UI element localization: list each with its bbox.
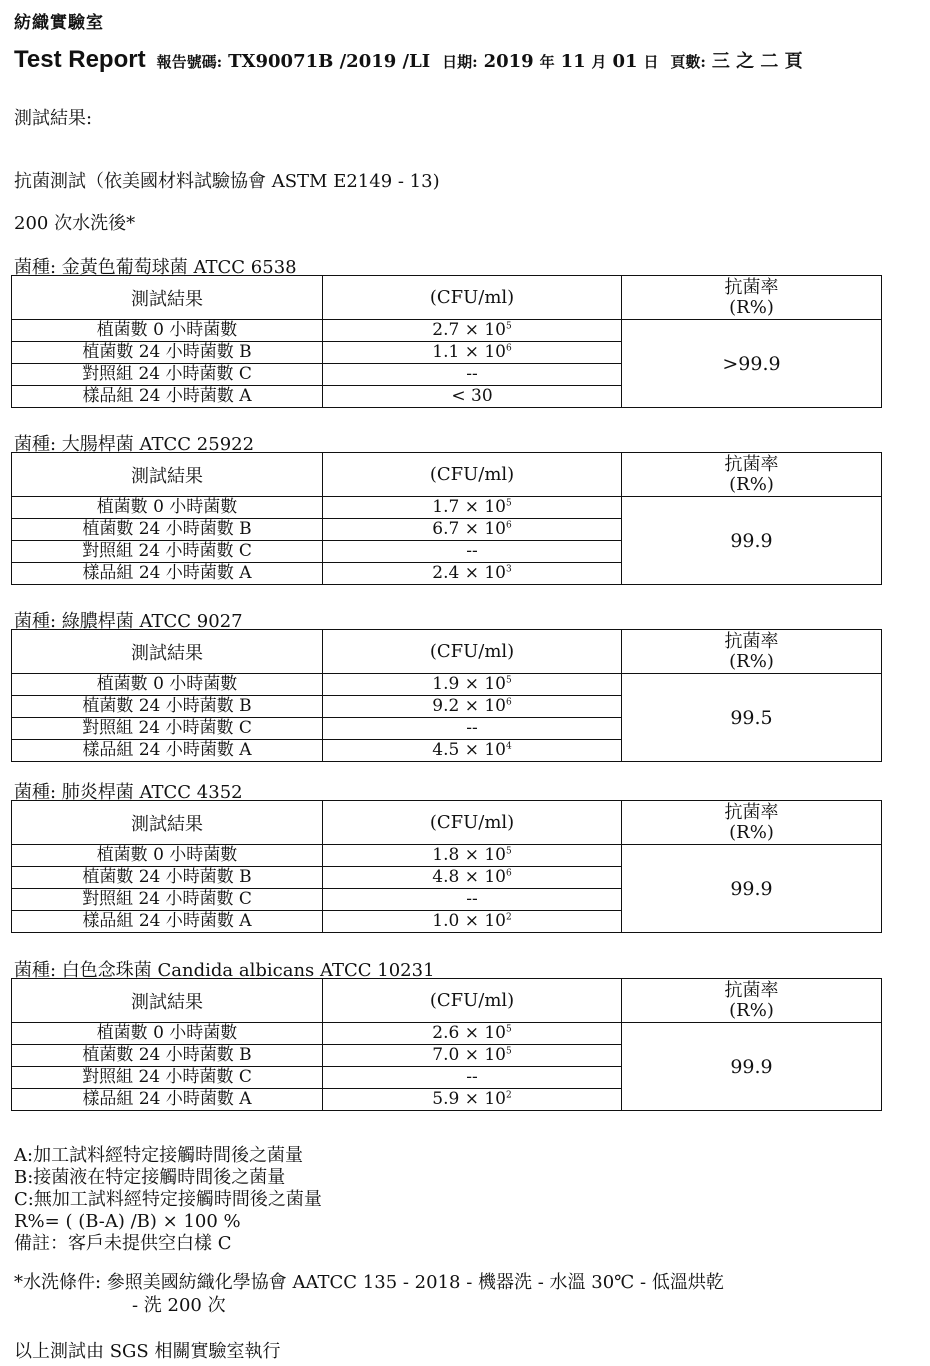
row-label: 植菌數 0 小時菌數 bbox=[12, 320, 323, 342]
results-table bbox=[11, 275, 882, 408]
rate-header-line1: 抗菌率 bbox=[724, 453, 779, 475]
row-value: -- bbox=[323, 1067, 622, 1089]
lab-name: 紡織實驗室 bbox=[14, 13, 104, 33]
value-exponent: 5 bbox=[506, 846, 512, 857]
row-value: $1.0 \times 10^2$ bbox=[323, 911, 622, 933]
species-title: 菌種: 大腸桿菌 ATCC 25922 bbox=[14, 434, 255, 455]
value-mantissa: 1.9 bbox=[432, 674, 460, 694]
row-value: $7.0 \times 10^5$ bbox=[323, 1045, 622, 1067]
footer-note: 以上測試由 SGS 相關實驗室執行 bbox=[14, 1341, 281, 1362]
times-sign: × bbox=[464, 342, 479, 362]
value-exponent: 5 bbox=[506, 498, 512, 509]
results-heading: 測試結果: bbox=[14, 108, 93, 129]
report-no-label: 報告號碼: bbox=[156, 53, 223, 71]
table-row bbox=[12, 845, 882, 867]
value-exponent: 5 bbox=[506, 675, 512, 686]
value-mantissa: 7.0 bbox=[432, 1045, 460, 1065]
report-header bbox=[14, 46, 924, 74]
date-year: 2019 bbox=[483, 51, 534, 72]
note-line: B:接菌液在特定接觸時間後之菌量 bbox=[14, 1167, 286, 1188]
times-sign: × bbox=[464, 696, 479, 716]
table-row bbox=[12, 320, 882, 342]
row-value: -- bbox=[323, 364, 622, 386]
col-header-test-result: 測試結果 bbox=[12, 453, 323, 497]
row-label: 樣品組 24 小時菌數 A bbox=[12, 911, 323, 933]
value-exponent: 2 bbox=[506, 912, 512, 923]
row-value: < 30 bbox=[323, 386, 622, 408]
report-title: Test Report bbox=[14, 46, 146, 73]
row-value: $2.6 \times 10^5$ bbox=[323, 1023, 622, 1045]
rate-header-line2: (R%) bbox=[729, 650, 774, 672]
row-value: $5.9 \times 10^2$ bbox=[323, 1089, 622, 1111]
rate-header-line2: (R%) bbox=[729, 821, 774, 843]
wash-condition-line: *水洗條件: 參照美國紡織化學協會 AATCC 135 - 2018 - 機器洗 - 水溫 30℃ - 低溫烘乾 bbox=[14, 1272, 724, 1293]
day-char: 日 bbox=[643, 53, 659, 71]
row-value: $2.7 \times 10^5$ bbox=[323, 320, 622, 342]
rate-header-line1: 抗菌率 bbox=[724, 276, 779, 298]
row-value: -- bbox=[323, 718, 622, 740]
species-title: 菌種: 綠膿桿菌 ATCC 9027 bbox=[14, 611, 243, 632]
rate-header-line2: (R%) bbox=[729, 296, 774, 318]
note-line: 備註：客戶未提供空白樣 C bbox=[14, 1233, 232, 1254]
value-mantissa: 6.7 bbox=[432, 519, 460, 539]
results-table bbox=[11, 452, 882, 585]
table-row bbox=[12, 497, 882, 519]
table-header-row bbox=[12, 979, 882, 1023]
col-header-test-result: 測試結果 bbox=[12, 801, 323, 845]
report-no: TX90071B /2019 /LI bbox=[228, 51, 431, 72]
value-mantissa: 1.0 bbox=[432, 911, 460, 931]
wash-conditions bbox=[14, 1271, 724, 1317]
times-sign: × bbox=[464, 1045, 479, 1065]
species-title: 菌種: 肺炎桿菌 ATCC 4352 bbox=[14, 782, 243, 803]
row-value: $4.8 \times 10^6$ bbox=[323, 867, 622, 889]
times-sign: × bbox=[464, 497, 479, 517]
times-sign: × bbox=[464, 740, 479, 760]
rate-header-line2: (R%) bbox=[729, 473, 774, 495]
value-mantissa: 1.8 bbox=[432, 845, 460, 865]
value-exponent: 5 bbox=[506, 1024, 512, 1035]
row-label: 樣品組 24 小時菌數 A bbox=[12, 563, 323, 585]
col-header-rate bbox=[622, 979, 882, 1023]
col-header-test-result: 測試結果 bbox=[12, 630, 323, 674]
note-line: A:加工試料經特定接觸時間後之菌量 bbox=[14, 1145, 304, 1166]
antibacterial-rate: >99.9 bbox=[622, 320, 882, 408]
value-exponent: 5 bbox=[506, 1046, 512, 1057]
col-header-unit: (CFU/ml) bbox=[323, 979, 622, 1023]
value-exponent: 2 bbox=[506, 1090, 512, 1101]
results-table bbox=[11, 629, 882, 762]
date-label: 日期: bbox=[442, 53, 478, 71]
row-label: 對照組 24 小時菌數 C bbox=[12, 364, 323, 386]
times-sign: × bbox=[464, 674, 479, 694]
date-day: 01 bbox=[612, 51, 638, 72]
row-value: $1.7 \times 10^5$ bbox=[323, 497, 622, 519]
value-mantissa: 9.2 bbox=[432, 696, 460, 716]
value-mantissa: 1.1 bbox=[432, 342, 460, 362]
wash-condition-line: - 洗 200 次 bbox=[132, 1295, 226, 1316]
rate-header-line1: 抗菌率 bbox=[724, 801, 779, 823]
value-mantissa: 2.4 bbox=[432, 563, 460, 583]
value-exponent: 4 bbox=[506, 741, 512, 752]
rate-header-line1: 抗菌率 bbox=[724, 979, 779, 1001]
page-label: 頁數: bbox=[670, 53, 706, 71]
col-header-unit: (CFU/ml) bbox=[323, 630, 622, 674]
test-method: 抗菌測試（依美國材料試驗協會 ASTM E2149 - 13) bbox=[14, 171, 440, 192]
value-mantissa: 2.7 bbox=[432, 320, 460, 340]
antibacterial-rate: 99.9 bbox=[622, 1023, 882, 1111]
value-mantissa: 4.8 bbox=[432, 867, 460, 887]
antibacterial-rate: 99.5 bbox=[622, 674, 882, 762]
value-mantissa: 1.7 bbox=[432, 497, 460, 517]
row-label: 植菌數 24 小時菌數 B bbox=[12, 1045, 323, 1067]
col-header-rate bbox=[622, 801, 882, 845]
times-sign: × bbox=[464, 1089, 479, 1109]
rate-header-line1: 抗菌率 bbox=[724, 630, 779, 652]
note-line: C:無加工試料經特定接觸時間後之菌量 bbox=[14, 1189, 322, 1210]
results-table bbox=[11, 800, 882, 933]
row-label: 對照組 24 小時菌數 C bbox=[12, 718, 323, 740]
date-month: 11 bbox=[560, 51, 586, 72]
row-value: $6.7 \times 10^6$ bbox=[323, 519, 622, 541]
row-label: 樣品組 24 小時菌數 A bbox=[12, 386, 323, 408]
table-header-row bbox=[12, 801, 882, 845]
table-header-row bbox=[12, 630, 882, 674]
results-table bbox=[11, 978, 882, 1111]
species-title: 菌種: 金黃色葡萄球菌 ATCC 6538 bbox=[14, 257, 297, 278]
col-header-rate bbox=[622, 453, 882, 497]
value-mantissa: 5.9 bbox=[432, 1089, 460, 1109]
row-value: $1.1 \times 10^6$ bbox=[323, 342, 622, 364]
row-label: 植菌數 0 小時菌數 bbox=[12, 674, 323, 696]
table-header-row bbox=[12, 276, 882, 320]
row-label: 對照組 24 小時菌數 C bbox=[12, 1067, 323, 1089]
antibacterial-rate: 99.9 bbox=[622, 845, 882, 933]
col-header-unit: (CFU/ml) bbox=[323, 276, 622, 320]
times-sign: × bbox=[464, 845, 479, 865]
row-value: $1.9 \times 10^5$ bbox=[323, 674, 622, 696]
row-label: 植菌數 24 小時菌數 B bbox=[12, 867, 323, 889]
col-header-unit: (CFU/ml) bbox=[323, 801, 622, 845]
table-row bbox=[12, 1023, 882, 1045]
page-info: 三 之 二 頁 bbox=[711, 51, 803, 72]
row-label: 植菌數 24 小時菌數 B bbox=[12, 342, 323, 364]
row-value: $2.4 \times 10^3$ bbox=[323, 563, 622, 585]
row-label: 樣品組 24 小時菌數 A bbox=[12, 740, 323, 762]
value-mantissa: 4.5 bbox=[432, 740, 460, 760]
row-label: 樣品組 24 小時菌數 A bbox=[12, 1089, 323, 1111]
times-sign: × bbox=[464, 519, 479, 539]
row-label: 植菌數 24 小時菌數 B bbox=[12, 696, 323, 718]
rate-header-line2: (R%) bbox=[729, 999, 774, 1021]
times-sign: × bbox=[464, 911, 479, 931]
value-exponent: 6 bbox=[506, 697, 512, 708]
month-char: 月 bbox=[591, 53, 607, 71]
species-title: 菌種: 白色念珠菌 Candida albicans ATCC 10231 bbox=[14, 960, 435, 981]
year-char: 年 bbox=[539, 53, 555, 71]
row-value: -- bbox=[323, 889, 622, 911]
row-value: $1.8 \times 10^5$ bbox=[323, 845, 622, 867]
row-value: $9.2 \times 10^6$ bbox=[323, 696, 622, 718]
value-exponent: 3 bbox=[506, 564, 512, 575]
row-label: 植菌數 0 小時菌數 bbox=[12, 497, 323, 519]
value-exponent: 5 bbox=[506, 321, 512, 332]
col-header-rate bbox=[622, 276, 882, 320]
row-label: 對照組 24 小時菌數 C bbox=[12, 889, 323, 911]
col-header-test-result: 測試結果 bbox=[12, 979, 323, 1023]
col-header-unit: (CFU/ml) bbox=[323, 453, 622, 497]
times-sign: × bbox=[464, 1023, 479, 1043]
row-value: $4.5 \times 10^4$ bbox=[323, 740, 622, 762]
times-sign: × bbox=[464, 320, 479, 340]
col-header-test-result: 測試結果 bbox=[12, 276, 323, 320]
value-mantissa: 2.6 bbox=[432, 1023, 460, 1043]
notes bbox=[14, 1145, 322, 1255]
value-exponent: 6 bbox=[506, 868, 512, 879]
row-label: 植菌數 24 小時菌數 B bbox=[12, 519, 323, 541]
table-row bbox=[12, 674, 882, 696]
note-line: R%= ( (B-A) /B) × 100 % bbox=[14, 1211, 241, 1232]
col-header-rate bbox=[622, 630, 882, 674]
times-sign: × bbox=[464, 867, 479, 887]
antibacterial-rate: 99.9 bbox=[622, 497, 882, 585]
row-label: 對照組 24 小時菌數 C bbox=[12, 541, 323, 563]
table-header-row bbox=[12, 453, 882, 497]
times-sign: × bbox=[464, 563, 479, 583]
wash-note: 200 次水洗後* bbox=[14, 213, 136, 234]
row-label: 植菌數 0 小時菌數 bbox=[12, 845, 323, 867]
row-value: -- bbox=[323, 541, 622, 563]
value-exponent: 6 bbox=[506, 520, 512, 531]
value-exponent: 6 bbox=[506, 343, 512, 354]
row-label: 植菌數 0 小時菌數 bbox=[12, 1023, 323, 1045]
